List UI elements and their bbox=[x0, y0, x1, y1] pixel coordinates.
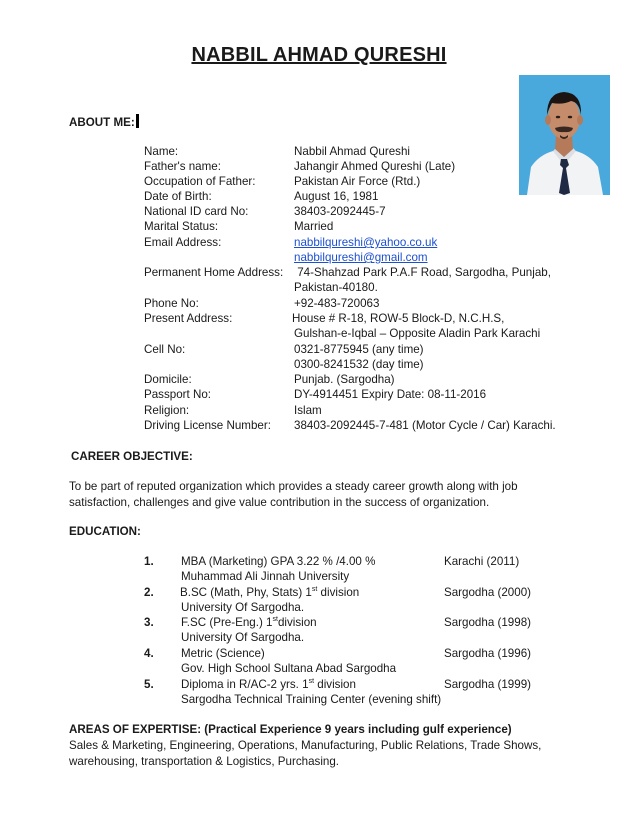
info-row-driving-license: Driving License Number: 38403-2092445-7-481 (Motor Cycle / Car) Karachi. bbox=[144, 419, 556, 432]
info-row-father-name: Father's name: Jahangir Ahmed Qureshi (Late) bbox=[144, 160, 456, 173]
info-row-cell-2: 0300-8241532 (day time) bbox=[294, 358, 424, 371]
expertise-text: Sales & Marketing, Engineering, Operations, Manufacturing, Public Relations, Trade Shows, warehousing, transportation & Logistics, Purchasing. bbox=[69, 739, 542, 768]
info-row-marital-status: Marital Status: Married bbox=[144, 220, 334, 233]
info-row-domicile: Domicile: Punjab. (Sargodha) bbox=[144, 373, 395, 386]
career-heading: CAREER OBJECTIVE: bbox=[71, 450, 193, 463]
info-row-father-occupation: Occupation of Father: Pakistan Air Force (Rtd.) bbox=[144, 175, 421, 188]
expertise-heading: AREAS OF EXPERTISE: (Practical Experience 9 years including gulf experience) bbox=[69, 723, 512, 736]
email-link-yahoo[interactable]: nabbilqureshi@yahoo.co.uk bbox=[294, 236, 438, 249]
education-item: 5. Diploma in R/AC-2 yrs. 1st division Sargodha (1999) bbox=[144, 678, 532, 691]
info-row-email-2 bbox=[144, 250, 574, 265]
education-item: 4. Metric (Science) Sargodha (1996) bbox=[144, 647, 532, 660]
info-row-present-address-2: Gulshan-e-Iqbal – Opposite Aladin Park Karachi bbox=[294, 327, 541, 340]
resume-name: NABBIL AHMAD QURESHI bbox=[191, 44, 447, 66]
education-heading: EDUCATION: bbox=[69, 525, 141, 538]
info-row-name: Name: Nabbil Ahmad Qureshi bbox=[144, 145, 410, 158]
education-item: 2. B.SC (Math, Phy, Stats) 1st division Sargodha (2000) bbox=[144, 586, 532, 599]
info-row-passport: Passport No: DY-4914451 Expiry Date: 08-11-2016 bbox=[144, 388, 487, 401]
info-row-cell: Cell No: 0321-8775945 (any time) bbox=[144, 343, 424, 356]
education-institution: Muhammad Ali Jinnah University bbox=[181, 570, 350, 583]
info-row-permanent-address: Permanent Home Address: 74-Shahzad Park P.A.F Road, Sargodha, Punjab, bbox=[144, 266, 551, 279]
info-row-phone: Phone No: +92-483-720063 bbox=[144, 297, 380, 310]
education-institution: University Of Sargodha. bbox=[181, 631, 305, 644]
info-row-national-id: National ID card No: 38403-2092445-7 bbox=[144, 205, 386, 218]
text-cursor-icon bbox=[136, 114, 139, 128]
education-item: 1. MBA (Marketing) GPA 3.22 % /4.00 % Karachi (2011) bbox=[144, 555, 520, 568]
education-institution: Gov. High School Sultana Abad Sargodha bbox=[181, 662, 397, 675]
info-row-email: Email Address: nabbilqureshi@yahoo.co.uk bbox=[144, 236, 438, 249]
about-heading: ABOUT ME: bbox=[69, 114, 139, 129]
career-objective-text: To be part of reputed organization which provides a steady career growth along with job satisfaction, challenges and give value contribution in the success of organization. bbox=[69, 480, 518, 509]
email-link-gmail[interactable]: nabbilqureshi@gmail.com bbox=[294, 251, 428, 264]
info-row-permanent-address-2: Pakistan-40180. bbox=[294, 281, 378, 294]
info-row-present-address: Present Address: House # R-18, ROW-5 Block-D, N.C.H.S, bbox=[144, 312, 505, 325]
education-institution: University Of Sargodha. bbox=[181, 601, 305, 614]
education-institution: Sargodha Technical Training Center (evening shift) bbox=[181, 693, 442, 706]
education-item: 3. F.SC (Pre-Eng.) 1stdivision Sargodha (1998) bbox=[144, 616, 532, 629]
info-row-religion: Religion: Islam bbox=[144, 404, 322, 417]
info-row-dob: Date of Birth: August 16, 1981 bbox=[144, 190, 379, 203]
